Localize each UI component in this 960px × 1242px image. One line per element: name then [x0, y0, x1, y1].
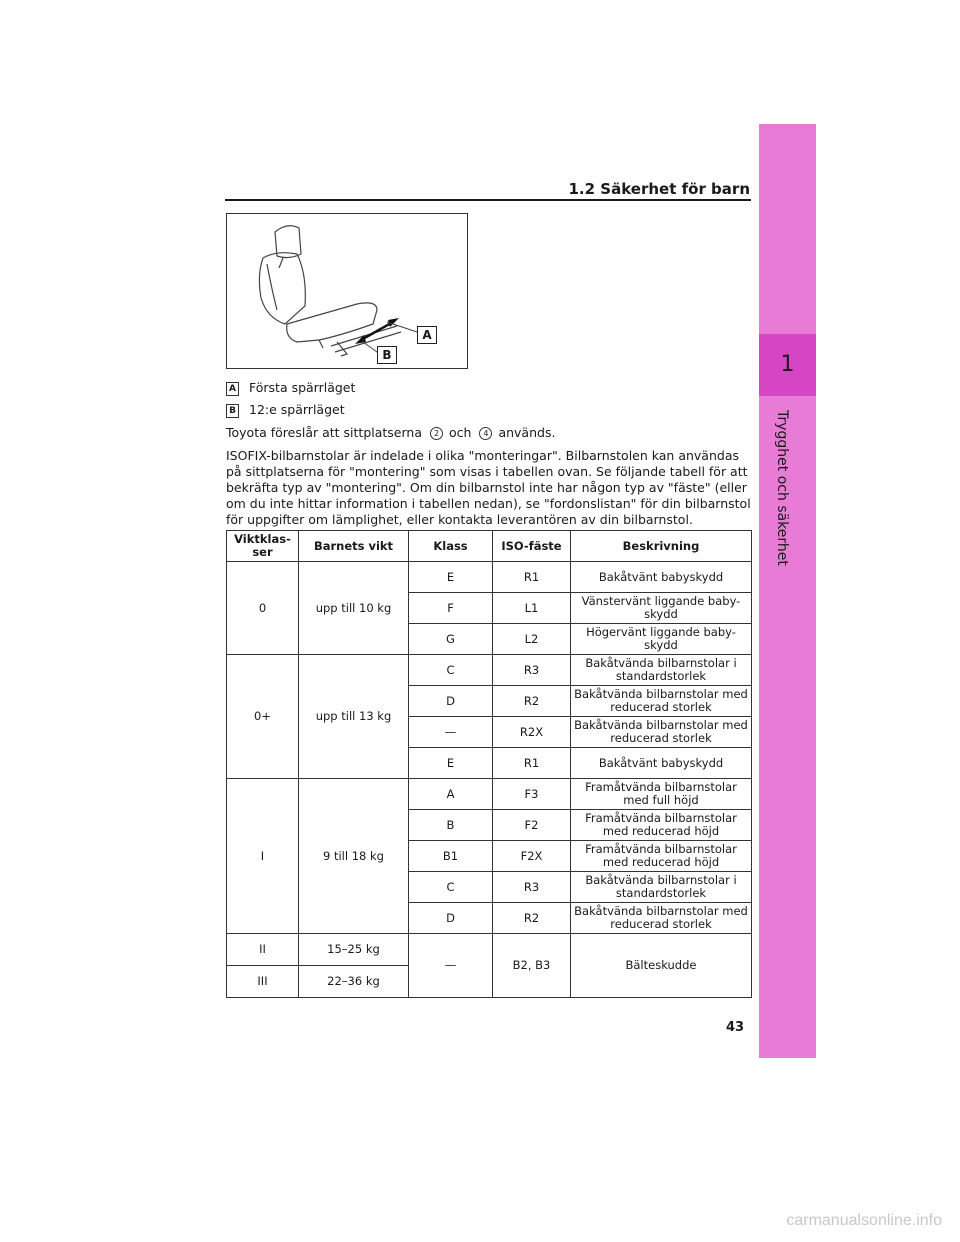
size-class-cell: C: [409, 872, 493, 903]
size-class-cell: E: [409, 562, 493, 593]
caption-a: [226, 380, 355, 396]
iso-fixture-cell: R3: [493, 655, 571, 686]
description-cell: Högervänt liggande baby-skydd: [571, 624, 752, 655]
iso-fixture-cell: R2X: [493, 717, 571, 748]
weight-class-cell: 0+: [227, 655, 299, 779]
caption-b-key: B: [226, 404, 239, 418]
size-class-cell: —: [409, 934, 493, 998]
description-cell: Framåtvända bilbarnstolar med reducerad höjd: [571, 810, 752, 841]
size-class-cell: D: [409, 903, 493, 934]
header-description: Beskrivning: [571, 531, 752, 562]
iso-fixture-cell: R1: [493, 748, 571, 779]
description-cell: Framåtvända bilbarnstolar med full höjd: [571, 779, 752, 810]
description-cell: Bakåtvänt babyskydd: [571, 748, 752, 779]
child-weight-cell: upp till 13 kg: [299, 655, 409, 779]
table-row: [227, 934, 752, 966]
weight-class-cell: 0: [227, 562, 299, 655]
weight-class-cell: I: [227, 779, 299, 934]
size-class-cell: B1: [409, 841, 493, 872]
table-row: [227, 779, 752, 810]
size-class-cell: B: [409, 810, 493, 841]
chapter-label: Trygghet och säkerhet: [774, 410, 790, 566]
seat-drawing: [227, 214, 469, 370]
table-row: [227, 655, 752, 686]
size-class-cell: A: [409, 779, 493, 810]
table-header-row: [227, 531, 752, 562]
caption-a-key: A: [226, 382, 239, 396]
isofix-table: [226, 530, 752, 998]
header-size-class: Klass: [409, 531, 493, 562]
iso-fixture-cell: F2: [493, 810, 571, 841]
section-title: 1.2 Säkerhet för barn: [568, 180, 750, 198]
description-cell: Bakåtvända bilbarnstolar med reducerad storlek: [571, 717, 752, 748]
chapter-number: 1: [759, 334, 816, 396]
table-row: [227, 562, 752, 593]
iso-fixture-cell: L1: [493, 593, 571, 624]
rec-text-middle: och: [449, 425, 472, 440]
child-weight-cell: 15–25 kg: [299, 934, 409, 966]
iso-fixture-cell: R2: [493, 686, 571, 717]
rec-text-after: används.: [498, 425, 556, 440]
seat-4-icon: 4: [479, 427, 492, 440]
label-b-marker: B: [377, 346, 397, 364]
iso-fixture-cell: F2X: [493, 841, 571, 872]
size-class-cell: C: [409, 655, 493, 686]
header-divider: [225, 199, 751, 201]
page-number: 43: [726, 1020, 745, 1035]
seat-illustration: [226, 213, 468, 369]
header-iso-fixture: ISO-fäste: [493, 531, 571, 562]
iso-fixture-cell: R3: [493, 872, 571, 903]
description-cell: Bakåtvända bilbarnstolar med reducerad storlek: [571, 686, 752, 717]
child-weight-cell: 22–36 kg: [299, 966, 409, 998]
caption-b: [226, 402, 345, 418]
weight-class-cell: II: [227, 934, 299, 966]
child-weight-cell: upp till 10 kg: [299, 562, 409, 655]
description-cell: Bakåtvända bilbarnstolar med reducerad storlek: [571, 903, 752, 934]
header-weight-class: Viktklas-ser: [227, 531, 299, 562]
caption-b-text: 12:e spärrläget: [249, 402, 345, 417]
rec-text-before: Toyota föreslår att sittplatserna: [226, 425, 422, 440]
iso-fixture-cell: R1: [493, 562, 571, 593]
label-a-marker: A: [417, 326, 437, 344]
weight-class-cell: III: [227, 966, 299, 998]
chapter-side-tab: [759, 124, 816, 1058]
description-cell: Bälteskudde: [571, 934, 752, 998]
size-class-cell: —: [409, 717, 493, 748]
iso-fixture-cell: F3: [493, 779, 571, 810]
header-child-weight: Barnets vikt: [299, 531, 409, 562]
caption-a-text: Första spärrläget: [249, 380, 356, 395]
watermark-footer: carmanualsonline.info: [786, 1212, 942, 1229]
description-cell: Vänstervänt liggande baby-skydd: [571, 593, 752, 624]
size-class-cell: D: [409, 686, 493, 717]
size-class-cell: G: [409, 624, 493, 655]
description-cell: Framåtvända bilbarnstolar med reducerad höjd: [571, 841, 752, 872]
iso-fixture-cell: R2: [493, 903, 571, 934]
isofix-info-paragraph: ISOFIX-bilbarnstolar är indelade i olika "monteringar". Bilbarnstolen kan användas på sittplatserna för "montering" som visas i tabellen ovan. Se följande tabell för att bekräfta typ av "montering". Om din bilbarnstol inte har någon typ av "fäste" (eller om du inte hittar information i tabellen nedan), se "fordonslistan" för din bilbarnstol för uppgifter om lämplighet, eller kontakta leverantören av din bilbarnstol.: [226, 448, 751, 527]
description-cell: Bakåtvänt babyskydd: [571, 562, 752, 593]
seat-2-icon: 2: [430, 427, 443, 440]
iso-fixture-cell: L2: [493, 624, 571, 655]
size-class-cell: F: [409, 593, 493, 624]
seat-recommendation: [226, 425, 754, 441]
description-cell: Bakåtvända bilbarnstolar i standardstorlek: [571, 655, 752, 686]
iso-fixture-cell: B2, B3: [493, 934, 571, 998]
child-weight-cell: 9 till 18 kg: [299, 779, 409, 934]
description-cell: Bakåtvända bilbarnstolar i standardstorlek: [571, 872, 752, 903]
size-class-cell: E: [409, 748, 493, 779]
